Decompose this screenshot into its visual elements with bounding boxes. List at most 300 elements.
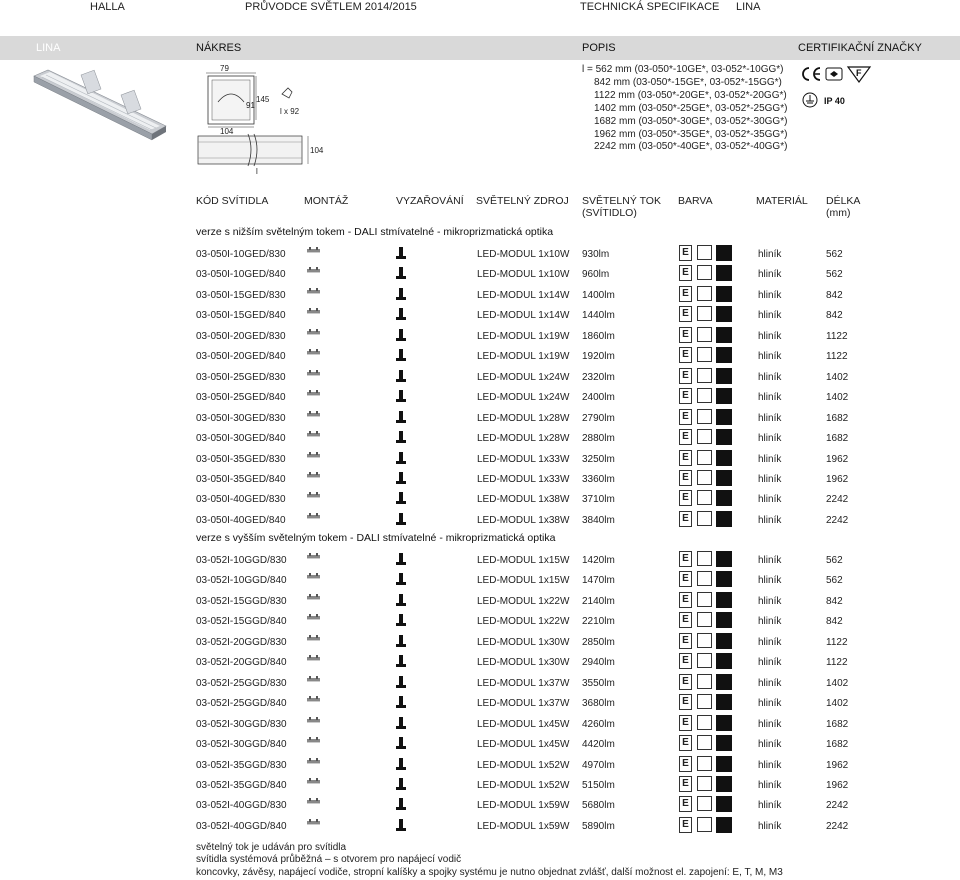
black-color-swatch xyxy=(716,735,732,751)
e-variant-box: E xyxy=(679,776,692,792)
white-color-swatch xyxy=(697,429,712,444)
light-source: LED-MODUL 1x30W xyxy=(477,657,570,669)
e-variant-box: E xyxy=(679,470,692,486)
table-row xyxy=(196,715,960,735)
e-variant-box: E xyxy=(679,796,692,812)
luminous-flux: 3680lm xyxy=(582,698,615,710)
table-row xyxy=(196,817,960,837)
product-code: 03-052I-15GGD/840 xyxy=(196,616,287,628)
col-material: MATERIÁL xyxy=(756,195,808,207)
light-source: LED-MODUL 1x59W xyxy=(477,800,570,812)
length: 842 xyxy=(826,616,843,628)
black-color-swatch xyxy=(716,265,732,281)
product-code: 03-050I-20GED/840 xyxy=(196,351,286,363)
product-code: 03-052I-10GGD/840 xyxy=(196,575,287,587)
light-source: LED-MODUL 1x19W xyxy=(477,351,570,363)
product-code: 03-052I-25GGD/830 xyxy=(196,677,287,689)
length: 1682 xyxy=(826,739,849,751)
product-code: 03-052I-25GGD/840 xyxy=(196,698,287,710)
luminous-flux: 1400lm xyxy=(582,289,615,301)
e-variant-box: E xyxy=(679,429,692,445)
col-vyzarovani: VYZAŘOVÁNÍ xyxy=(396,195,464,207)
length: 1122 xyxy=(826,330,848,342)
luminous-flux: 1920lm xyxy=(582,351,615,363)
material: hliník xyxy=(758,759,782,771)
luminous-flux: 2320lm xyxy=(582,371,615,383)
product-code: 03-050I-25GED/840 xyxy=(196,392,286,404)
product-code: 03-052I-20GGD/840 xyxy=(196,657,287,669)
length: 1402 xyxy=(826,392,849,404)
product-code: 03-050I-10GED/830 xyxy=(196,249,286,260)
e-variant-box: E xyxy=(679,245,692,261)
black-color-swatch xyxy=(716,368,732,384)
product-image xyxy=(28,62,168,142)
mounting-icon xyxy=(306,410,322,422)
material: hliník xyxy=(758,575,782,587)
product-code: 03-050I-20GED/830 xyxy=(196,330,286,342)
table-row xyxy=(196,735,960,755)
white-color-swatch xyxy=(697,776,712,791)
white-color-swatch xyxy=(697,388,712,403)
mounting-icon xyxy=(306,572,322,584)
mounting-icon xyxy=(306,654,322,666)
luminous-flux: 5890lm xyxy=(582,820,615,832)
desc-line: 1402 mm (03-050*-25GE*, 03-052*-25GG*) xyxy=(594,102,788,114)
light-source: LED-MODUL 1x45W xyxy=(477,739,570,751)
table-row xyxy=(196,776,960,796)
table-row xyxy=(196,592,960,612)
material: hliník xyxy=(758,698,782,710)
e-variant-box: E xyxy=(679,265,692,281)
band-certifikacni-znacky: CERTIFIKAČNÍ ZNAČKY xyxy=(798,42,922,54)
table-row xyxy=(196,265,960,285)
material: hliník xyxy=(758,289,782,301)
mounting-icon xyxy=(306,471,322,483)
material: hliník xyxy=(758,433,782,445)
luminous-flux: 1470lm xyxy=(582,575,615,587)
desc-line: 842 mm (03-050*-15GE*, 03-052*-15GG*) xyxy=(594,76,782,88)
light-source: LED-MODUL 1x28W xyxy=(477,433,570,445)
product-code: 03-052I-40GGD/830 xyxy=(196,800,287,812)
table-row xyxy=(196,245,960,265)
luminous-flux: 2880lm xyxy=(582,433,615,445)
table-row xyxy=(196,388,960,408)
length: 842 xyxy=(826,595,843,607)
mounting-icon xyxy=(306,613,322,625)
table-row xyxy=(196,409,960,429)
e-variant-box: E xyxy=(679,756,692,772)
product-code: 03-052I-35GGD/830 xyxy=(196,759,287,771)
footer-line: světelný tok je udáván pro svítidla xyxy=(196,842,347,853)
mounting-icon xyxy=(306,593,322,605)
ce-mark-icon xyxy=(803,68,820,80)
mounting-icon xyxy=(306,634,322,646)
black-color-swatch xyxy=(716,796,732,812)
material: hliník xyxy=(758,718,782,730)
table-row xyxy=(196,429,960,449)
length: 2242 xyxy=(826,820,849,832)
luminous-flux: 3710lm xyxy=(582,494,615,506)
length: 1962 xyxy=(826,453,849,465)
light-distribution-icon xyxy=(396,513,406,525)
light-source: LED-MODUL 1x24W xyxy=(477,371,570,383)
length: 562 xyxy=(826,555,843,566)
mounting-icon xyxy=(306,266,322,278)
material: hliník xyxy=(758,595,782,607)
luminous-flux: 3250lm xyxy=(582,453,615,465)
length: 2242 xyxy=(826,514,849,526)
band-nakres: NÁKRES xyxy=(196,42,242,54)
material: hliník xyxy=(758,514,782,526)
svg-text:145: 145 xyxy=(256,95,270,104)
svg-text:l x 92: l x 92 xyxy=(280,107,300,116)
product-code: 03-052I-15GGD/830 xyxy=(196,595,287,607)
white-color-swatch xyxy=(697,612,712,627)
light-distribution-icon xyxy=(396,553,406,565)
desc-line: 1962 mm (03-050*-35GE*, 03-052*-35GG*) xyxy=(594,128,788,140)
light-distribution-icon xyxy=(396,614,406,626)
col-delka-line2: (mm) xyxy=(826,207,851,219)
material: hliník xyxy=(758,616,782,628)
product-code: 03-050I-25GED/830 xyxy=(196,371,286,383)
e-variant-box: E xyxy=(679,592,692,608)
e-variant-box: E xyxy=(679,368,692,384)
black-color-swatch xyxy=(716,490,732,506)
col-tok xyxy=(582,195,661,219)
luminous-flux: 2400lm xyxy=(582,392,615,404)
enec-mark-icon xyxy=(826,68,842,80)
black-color-swatch xyxy=(716,715,732,731)
white-color-swatch xyxy=(697,592,712,607)
luminous-flux: 2140lm xyxy=(582,595,615,607)
black-color-swatch xyxy=(716,633,732,649)
material: hliník xyxy=(758,310,782,322)
luminous-flux: 4970lm xyxy=(582,759,615,771)
black-color-swatch xyxy=(716,592,732,608)
material: hliník xyxy=(758,820,782,832)
top-navigation xyxy=(0,0,960,14)
white-color-swatch xyxy=(697,571,712,586)
desc-line: 1122 mm (03-050*-20GE*, 03-052*-20GG*) xyxy=(594,89,787,101)
e-variant-box: E xyxy=(679,653,692,669)
white-color-swatch xyxy=(697,511,712,526)
black-color-swatch xyxy=(716,245,732,261)
product-code: 03-052I-30GGD/830 xyxy=(196,718,287,730)
black-color-swatch xyxy=(716,551,732,567)
light-source: LED-MODUL 1x37W xyxy=(477,698,570,710)
black-color-swatch xyxy=(716,694,732,710)
e-variant-box: E xyxy=(679,409,692,425)
mounting-icon xyxy=(306,512,322,524)
section-title-lower-flux: verze s nižším světelným tokem - DALI stmívatelné - mikroprizmatická optika xyxy=(196,226,554,238)
mounting-icon xyxy=(306,348,322,360)
mounting-icon xyxy=(306,818,322,830)
light-distribution-icon xyxy=(396,676,406,688)
white-color-swatch xyxy=(697,551,712,566)
col-delka-line1: DÉLKA xyxy=(826,195,861,207)
white-color-swatch xyxy=(697,450,712,465)
product-code: 03-050I-40GED/840 xyxy=(196,514,286,526)
length: 562 xyxy=(826,249,843,260)
svg-text:104: 104 xyxy=(220,127,234,136)
material: hliník xyxy=(758,249,782,260)
footer-line: koncovky, závěsy, napájecí vodiče, stropní kalíšky a spojky systému je nutno objednat zvlášť, další možnost el. zapojení: E, T, M, M3 xyxy=(196,866,783,878)
product-code: 03-050I-35GED/830 xyxy=(196,453,286,465)
white-color-swatch xyxy=(697,409,712,424)
table-row xyxy=(196,327,960,347)
light-source: LED-MODUL 1x14W xyxy=(477,310,570,322)
table-row xyxy=(196,756,960,776)
product-code: 03-050I-15GED/830 xyxy=(196,289,286,301)
e-variant-box: E xyxy=(679,715,692,731)
product-code: 03-052I-40GGD/840 xyxy=(196,820,287,832)
light-source: LED-MODUL 1x14W xyxy=(477,289,570,301)
table-row xyxy=(196,286,960,306)
col-tok-line2: (SVÍTIDLO) xyxy=(582,207,637,219)
mounting-icon xyxy=(306,675,322,687)
mounting-icon xyxy=(306,451,322,463)
luminous-flux: 3550lm xyxy=(582,677,615,689)
mounting-icon xyxy=(306,328,322,340)
light-source: LED-MODUL 1x45W xyxy=(477,718,570,730)
length: 842 xyxy=(826,310,843,322)
length: 1682 xyxy=(826,433,849,445)
white-color-swatch xyxy=(697,674,712,689)
white-color-swatch xyxy=(697,735,712,750)
luminous-flux: 2850lm xyxy=(582,636,615,648)
black-color-swatch xyxy=(716,653,732,669)
black-color-swatch xyxy=(716,612,732,628)
white-color-swatch xyxy=(697,265,712,280)
material: hliník xyxy=(758,269,782,281)
light-distribution-icon xyxy=(396,635,406,647)
white-color-swatch xyxy=(697,715,712,730)
black-color-swatch xyxy=(716,327,732,343)
length: 562 xyxy=(826,269,843,281)
mounting-icon xyxy=(306,695,322,707)
light-distribution-icon xyxy=(396,737,406,749)
white-color-swatch xyxy=(697,796,712,811)
svg-text:l: l xyxy=(256,167,258,174)
nav-technicka-specifikace[interactable]: TECHNICKÁ SPECIFIKACE xyxy=(580,1,720,13)
luminous-flux: 930lm xyxy=(582,249,610,260)
light-source: LED-MODUL 1x15W xyxy=(477,555,570,566)
luminous-flux: 2940lm xyxy=(582,657,615,669)
product-code: 03-050I-10GED/840 xyxy=(196,269,286,281)
black-color-swatch xyxy=(716,756,732,772)
e-variant-box: E xyxy=(679,347,692,363)
section-title-higher-flux: verze s vyšším světelným tokem - DALI stmívatelné - mikroprizmatická optika xyxy=(196,532,556,544)
col-zdroj: SVĚTELNÝ ZDROJ xyxy=(476,195,569,207)
band-lina: LINA xyxy=(36,42,61,54)
mounting-icon xyxy=(306,757,322,769)
material: hliník xyxy=(758,351,782,363)
black-color-swatch xyxy=(716,571,732,587)
length: 1122 xyxy=(826,351,848,363)
table-row xyxy=(196,571,960,591)
e-variant-box: E xyxy=(679,633,692,649)
light-distribution-icon xyxy=(396,349,406,361)
white-color-swatch xyxy=(697,490,712,505)
black-color-swatch xyxy=(716,429,732,445)
e-variant-box: E xyxy=(679,450,692,466)
light-distribution-icon xyxy=(396,390,406,402)
table-row xyxy=(196,470,960,490)
svg-text:79: 79 xyxy=(220,64,229,73)
luminous-flux: 4420lm xyxy=(582,739,615,751)
length: 562 xyxy=(826,575,843,587)
light-source: LED-MODUL 1x24W xyxy=(477,392,570,404)
col-delka xyxy=(826,195,860,219)
black-color-swatch xyxy=(716,347,732,363)
footer-line: svítidla systémová průběžná – s otvorem pro napájecí vodič xyxy=(196,854,462,866)
section-header-band xyxy=(0,36,960,60)
e-variant-box: E xyxy=(679,388,692,404)
length: 1402 xyxy=(826,698,849,710)
light-source: LED-MODUL 1x15W xyxy=(477,575,570,587)
length: 1962 xyxy=(826,779,849,791)
product-code: 03-050I-35GED/840 xyxy=(196,473,286,485)
length: 1122 xyxy=(826,636,848,648)
product-code: 03-050I-40GED/830 xyxy=(196,494,286,506)
e-variant-box: E xyxy=(679,735,692,751)
product-code: 03-052I-30GGD/840 xyxy=(196,739,287,751)
luminous-flux: 5680lm xyxy=(582,800,615,812)
black-color-swatch xyxy=(716,674,732,690)
desc-line: 2242 mm (03-050*-40GE*, 03-052*-40GG*) xyxy=(594,141,788,153)
white-color-swatch xyxy=(697,756,712,771)
length: 1962 xyxy=(826,759,849,771)
table-row xyxy=(196,674,960,694)
mounting-icon xyxy=(306,552,322,564)
f-mark-icon xyxy=(848,67,870,82)
product-code: 03-052I-35GGD/840 xyxy=(196,779,287,791)
product-code: 03-050I-15GED/840 xyxy=(196,310,286,322)
material: hliník xyxy=(758,453,782,465)
mounting-icon xyxy=(306,736,322,748)
length: 842 xyxy=(826,289,843,301)
white-color-swatch xyxy=(697,286,712,301)
white-color-swatch xyxy=(697,327,712,342)
mounting-icon xyxy=(306,287,322,299)
product-code: 03-050I-30GED/830 xyxy=(196,412,286,424)
mounting-icon xyxy=(306,369,322,381)
light-distribution-icon xyxy=(396,411,406,423)
black-color-swatch xyxy=(716,776,732,792)
band-popis: POPIS xyxy=(582,42,616,54)
light-source: LED-MODUL 1x33W xyxy=(477,473,570,485)
black-color-swatch xyxy=(716,511,732,527)
length: 2242 xyxy=(826,800,849,812)
table-row xyxy=(196,796,960,816)
table-row xyxy=(196,511,960,531)
white-color-swatch xyxy=(697,653,712,668)
light-distribution-icon xyxy=(396,431,406,443)
e-variant-box: E xyxy=(679,327,692,343)
material: hliník xyxy=(758,494,782,506)
length: 1122 xyxy=(826,657,848,669)
product-code: 03-052I-20GGD/830 xyxy=(196,636,287,648)
white-color-swatch xyxy=(697,245,712,260)
e-variant-box: E xyxy=(679,694,692,710)
light-source: LED-MODUL 1x30W xyxy=(477,636,570,648)
black-color-swatch xyxy=(716,306,732,322)
material: hliník xyxy=(758,800,782,812)
luminous-flux: 1860lm xyxy=(582,330,615,342)
light-source: LED-MODUL 1x38W xyxy=(477,514,570,526)
material: hliník xyxy=(758,739,782,751)
table-row xyxy=(196,450,960,470)
e-variant-box: E xyxy=(679,286,692,302)
table-row xyxy=(196,694,960,714)
light-source: LED-MODUL 1x28W xyxy=(477,412,570,424)
table-row xyxy=(196,612,960,632)
light-distribution-icon xyxy=(396,308,406,320)
length: 2242 xyxy=(826,494,849,506)
light-source: LED-MODUL 1x37W xyxy=(477,677,570,689)
black-color-swatch xyxy=(716,388,732,404)
light-source: LED-MODUL 1x52W xyxy=(477,779,570,791)
nav-halla[interactable]: HALLA xyxy=(90,1,125,13)
e-variant-box: E xyxy=(679,306,692,322)
desc-line: l = 562 mm (03-050*-10GE*, 03-052*-10GG*) xyxy=(582,64,784,75)
mounting-icon xyxy=(306,430,322,442)
light-distribution-icon xyxy=(396,798,406,810)
white-color-swatch xyxy=(697,694,712,709)
material: hliník xyxy=(758,392,782,404)
light-distribution-icon xyxy=(396,267,406,279)
col-barva: BARVA xyxy=(678,195,713,207)
white-color-swatch xyxy=(697,306,712,321)
table-row xyxy=(196,306,960,326)
e-variant-box: E xyxy=(679,511,692,527)
black-color-swatch xyxy=(716,409,732,425)
desc-line: 1682 mm (03-050*-30GE*, 03-052*-30GG*) xyxy=(594,115,788,127)
table-row xyxy=(196,490,960,510)
svg-text:91: 91 xyxy=(246,101,255,110)
mounting-icon xyxy=(306,777,322,789)
mounting-icon xyxy=(306,307,322,319)
col-montaz: MONTÁŽ xyxy=(304,195,349,207)
svg-text:104: 104 xyxy=(310,146,324,155)
light-distribution-icon xyxy=(396,717,406,729)
light-distribution-icon xyxy=(396,492,406,504)
light-distribution-icon xyxy=(396,329,406,341)
light-distribution-icon xyxy=(396,778,406,790)
svg-text:F: F xyxy=(856,68,862,78)
light-distribution-icon xyxy=(396,758,406,770)
luminous-flux: 3840lm xyxy=(582,514,615,526)
light-distribution-icon xyxy=(396,696,406,708)
mounting-icon xyxy=(306,246,322,258)
e-variant-box: E xyxy=(679,571,692,587)
material: hliník xyxy=(758,555,782,566)
product-code: 03-050I-30GED/840 xyxy=(196,433,286,445)
nav-pruvodce[interactable]: PRŮVODCE SVĚTLEM 2014/2015 xyxy=(245,1,417,13)
luminous-flux: 960lm xyxy=(582,269,610,281)
length: 1962 xyxy=(826,473,849,485)
light-distribution-icon xyxy=(396,472,406,484)
length: 1682 xyxy=(826,412,849,424)
light-distribution-icon xyxy=(396,819,406,831)
light-source: LED-MODUL 1x10W xyxy=(477,269,570,281)
length: 1682 xyxy=(826,718,849,730)
material: hliník xyxy=(758,473,782,485)
nav-lina[interactable]: LINA xyxy=(736,1,761,13)
mounting-icon xyxy=(306,797,322,809)
product-description xyxy=(582,64,792,154)
light-source: LED-MODUL 1x59W xyxy=(477,820,570,832)
